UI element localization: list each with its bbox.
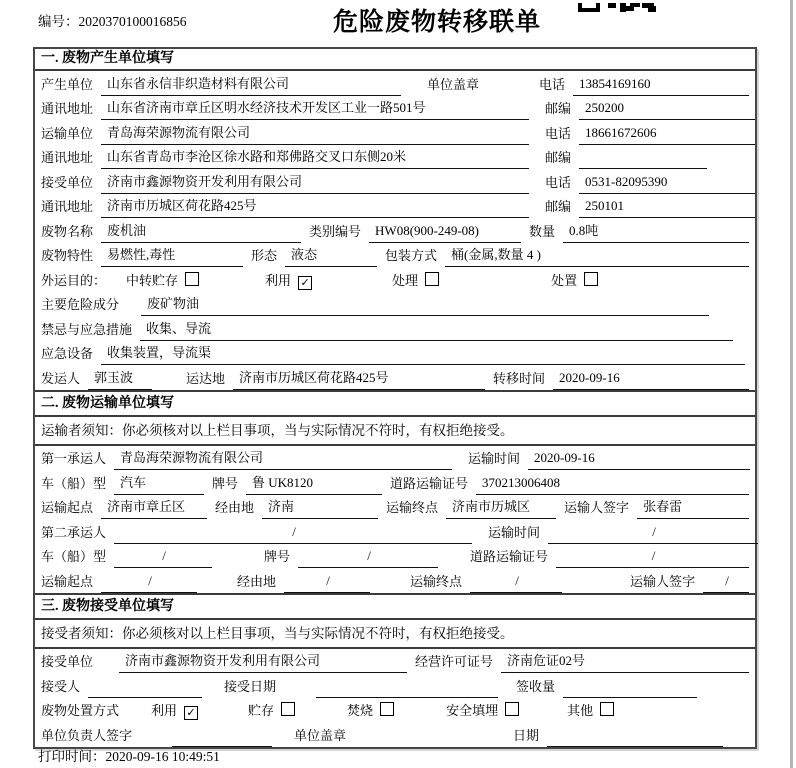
form-row — [41, 568, 749, 593]
field-value: 0.8吨 — [563, 222, 749, 243]
checkbox-unchecked-icon — [505, 702, 519, 716]
form-row — [41, 316, 749, 341]
serial-number-value: 2020370100016856 — [78, 14, 187, 29]
field-label: 通讯地址 — [41, 199, 94, 214]
form-row — [41, 218, 749, 243]
section-heading: 二. 废物运输单位填写 — [35, 390, 755, 417]
field-value: 郭玉波 — [88, 369, 152, 390]
field-value: 济南市历城区 — [446, 498, 556, 519]
field-value: 废机油 — [101, 222, 301, 243]
section-note: 接受者须知：你必须核对以上栏目事项，当与实际情况不符时，有权拒绝接受。 — [35, 620, 755, 649]
field-value: HW08(900-249-08) — [369, 222, 521, 243]
scan-edge-line — [790, 0, 793, 768]
field-value: / — [114, 523, 472, 544]
checkbox-unchecked-icon — [281, 702, 295, 716]
field-label: 运输起点 — [41, 500, 94, 515]
field-value: / — [470, 572, 562, 593]
field-value: / — [284, 572, 370, 593]
field-label: 单位负责人签字 — [41, 727, 133, 743]
field-label: 禁忌与应急措施 — [41, 321, 133, 337]
field-value: / — [703, 572, 749, 593]
field-value: 易燃性,毒性 — [101, 246, 243, 267]
field-label: 类别编号 — [309, 223, 362, 239]
form-row — [41, 519, 749, 544]
section-rows — [35, 649, 755, 747]
field-value: 济南市历城区荷花路425号 — [233, 369, 485, 390]
checkbox-field — [567, 702, 614, 722]
form-row — [41, 495, 749, 520]
field-label: 道路运输证号 — [470, 549, 549, 564]
form-row — [41, 722, 749, 747]
form-row — [41, 120, 749, 145]
form-row — [41, 649, 749, 674]
field-label: 电话 — [545, 174, 572, 190]
field-label: 转移时间 — [493, 370, 546, 386]
print-time-label: 打印时间： — [38, 749, 106, 764]
field-value: 济南市鑫源物资开发利用有限公司 — [101, 173, 529, 194]
field-label: 牌号 — [264, 549, 291, 564]
print-time — [38, 745, 220, 765]
field-label: 邮编 — [545, 199, 572, 214]
serial-number-label: 编号： — [38, 14, 79, 29]
form-row — [41, 341, 749, 366]
checkbox-label: 安全填埋 — [446, 703, 499, 718]
field-label: 经由地 — [215, 500, 255, 515]
form-title: 危险废物转移联单 — [333, 9, 542, 36]
form-row — [41, 145, 749, 170]
section-rows — [35, 71, 755, 390]
field-value: / — [114, 547, 212, 568]
field-label: 运输起点 — [41, 573, 94, 589]
form-row — [41, 71, 749, 96]
form-row — [41, 446, 749, 471]
field-value: 2020-09-16 — [528, 449, 750, 470]
field-value: 济南市章丘区 — [101, 498, 207, 519]
static-text: 单位盖章 — [294, 727, 347, 743]
form-section — [35, 390, 755, 593]
field-value: 收集、导流 — [140, 320, 733, 341]
field-value: 济南市鑫源物资开发利用有限公司 — [119, 652, 407, 673]
serial-number — [38, 10, 187, 30]
field-value: 250200 — [579, 99, 755, 120]
field-value: / — [101, 572, 197, 593]
field-value: 250101 — [579, 197, 755, 218]
checkbox-label: 处理 — [392, 272, 419, 288]
form-body — [35, 49, 755, 747]
field-value: 18661672606 — [579, 124, 755, 145]
field-label: 接受人 — [41, 678, 81, 694]
field-label: 数量 — [529, 223, 556, 239]
field-value-blank — [563, 695, 697, 698]
field-value: 鲁 UK8120 — [246, 474, 382, 495]
field-label: 发运人 — [41, 370, 81, 386]
checkbox-field — [446, 702, 519, 722]
field-label: 电话 — [545, 125, 572, 141]
field-value-blank — [547, 744, 723, 747]
field-label: 运输时间 — [468, 451, 521, 466]
field-label: 第一承运人 — [41, 451, 107, 466]
form-section — [35, 593, 755, 747]
field-label: 接受单位 — [41, 174, 94, 190]
field-value: 山东省济南市章丘区明水经济技术开发区工业一路501号 — [101, 99, 529, 120]
form-row — [41, 194, 749, 219]
field-value: 收集装置，导流渠 — [101, 344, 745, 365]
checkbox-field — [347, 702, 394, 722]
checkbox-field — [551, 272, 598, 292]
field-value: 张春雷 — [637, 498, 749, 519]
field-value: 山东省青岛市李沧区徐水路和郑佛路交叉口东侧20米 — [101, 148, 529, 169]
field-label: 废物特性 — [41, 248, 94, 263]
field-label: 形态 — [251, 248, 278, 263]
checkbox-unchecked-icon — [600, 702, 614, 716]
field-label: 运输终点 — [386, 500, 439, 515]
checkbox-label: 焚烧 — [347, 703, 374, 718]
page-header — [0, 0, 796, 47]
field-value: 山东省永信非织造材料有限公司 — [101, 75, 401, 96]
qr-code-remnant — [578, 0, 656, 16]
field-label: 运输时间 — [488, 524, 541, 540]
field-label: 邮编 — [545, 101, 572, 116]
field-label: 通讯地址 — [41, 101, 94, 116]
field-value: 液态 — [285, 246, 377, 267]
field-label: 运输人签字 — [564, 500, 630, 515]
section-heading: 三. 废物接受单位填写 — [35, 593, 755, 620]
checkbox-field — [126, 272, 199, 292]
static-text: 单位盖章 — [427, 76, 480, 92]
field-value: 汽车 — [114, 474, 204, 495]
field-label: 通讯地址 — [41, 150, 94, 165]
field-label: 外运目的： — [41, 272, 107, 288]
form-row — [41, 292, 749, 317]
field-label: 废物处置方式 — [41, 703, 120, 718]
checkbox-field — [392, 272, 439, 292]
field-value: 桶(金属,数量 4 ) — [445, 246, 749, 267]
checkbox-field — [151, 702, 198, 722]
field-label: 接受日期 — [224, 678, 277, 694]
field-value: 济南危证02号 — [501, 652, 749, 673]
field-label: 运达地 — [186, 370, 226, 386]
checkbox-checked-icon: ✓ — [298, 276, 312, 290]
checkbox-label: 贮存 — [248, 703, 275, 718]
field-value-blank — [316, 695, 498, 698]
form-row — [41, 673, 749, 698]
field-label: 应急设备 — [41, 346, 94, 361]
field-value: 济南市历城区荷花路425号 — [101, 197, 529, 218]
checkbox-field — [248, 702, 295, 722]
field-value: / — [298, 547, 438, 568]
field-label: 第二承运人 — [41, 524, 107, 540]
field-value: 13854169160 — [573, 75, 749, 96]
checkbox-checked-icon: ✓ — [184, 706, 198, 720]
field-value: 青岛海荣源物流有限公司 — [101, 124, 529, 145]
field-label: 经营许可证号 — [415, 654, 494, 669]
section-rows — [35, 446, 755, 593]
field-label: 运输人签字 — [630, 573, 696, 589]
checkbox-label: 利用 — [151, 703, 178, 718]
form-row — [41, 243, 749, 268]
form-row — [41, 470, 749, 495]
checkbox-label: 中转贮存 — [126, 272, 179, 288]
checkbox-unchecked-icon — [380, 702, 394, 716]
field-value: / — [548, 523, 758, 544]
checkbox-label: 处置 — [551, 272, 578, 288]
manifest-form — [33, 47, 757, 749]
form-section — [35, 49, 755, 390]
field-label: 经由地 — [237, 573, 277, 589]
form-row — [41, 169, 749, 194]
field-label: 日期 — [512, 727, 539, 743]
field-label: 车（船）型 — [41, 475, 107, 491]
form-row — [41, 698, 749, 723]
checkbox-unchecked-icon — [185, 272, 199, 286]
checkbox-label: 利用 — [265, 272, 292, 288]
field-label: 牌号 — [212, 475, 239, 491]
form-row — [41, 96, 749, 121]
field-label: 主要危险成分 — [41, 297, 120, 312]
field-label: 运输终点 — [410, 573, 463, 589]
checkbox-label: 其他 — [567, 703, 594, 718]
section-heading: 一. 废物产生单位填写 — [35, 49, 755, 71]
form-row — [41, 365, 749, 390]
section-note: 运输者须知：你必须核对以上栏目事项，当与实际情况不符时，有权拒绝接受。 — [35, 417, 755, 446]
checkbox-unchecked-icon — [584, 272, 598, 286]
field-value: 济南 — [262, 498, 378, 519]
field-label: 道路运输证号 — [390, 475, 469, 491]
form-row — [41, 267, 749, 292]
field-label: 签收量 — [516, 678, 556, 694]
field-value: 青岛海荣源物流有限公司 — [114, 449, 452, 470]
field-value: 废矿物油 — [141, 295, 709, 316]
field-value-blank — [88, 695, 202, 698]
field-value: 0531-82095390 — [579, 173, 755, 194]
field-value: / — [556, 547, 749, 568]
field-value-blank — [579, 166, 707, 169]
field-label: 产生单位 — [41, 76, 94, 92]
checkbox-field — [265, 272, 312, 292]
field-label: 接受单位 — [41, 654, 94, 669]
field-value: 370213006408 — [476, 474, 749, 495]
field-value: 2020-09-16 — [553, 369, 749, 390]
form-row — [41, 544, 749, 569]
print-time-value: 2020-09-16 10:49:51 — [105, 749, 220, 764]
checkbox-unchecked-icon — [425, 272, 439, 286]
field-label: 电话 — [538, 76, 565, 92]
field-label: 包装方式 — [385, 248, 438, 263]
field-label: 车（船）型 — [41, 549, 107, 564]
field-label: 运输单位 — [41, 125, 94, 141]
field-label: 废物名称 — [41, 223, 94, 239]
field-label: 邮编 — [545, 150, 572, 165]
